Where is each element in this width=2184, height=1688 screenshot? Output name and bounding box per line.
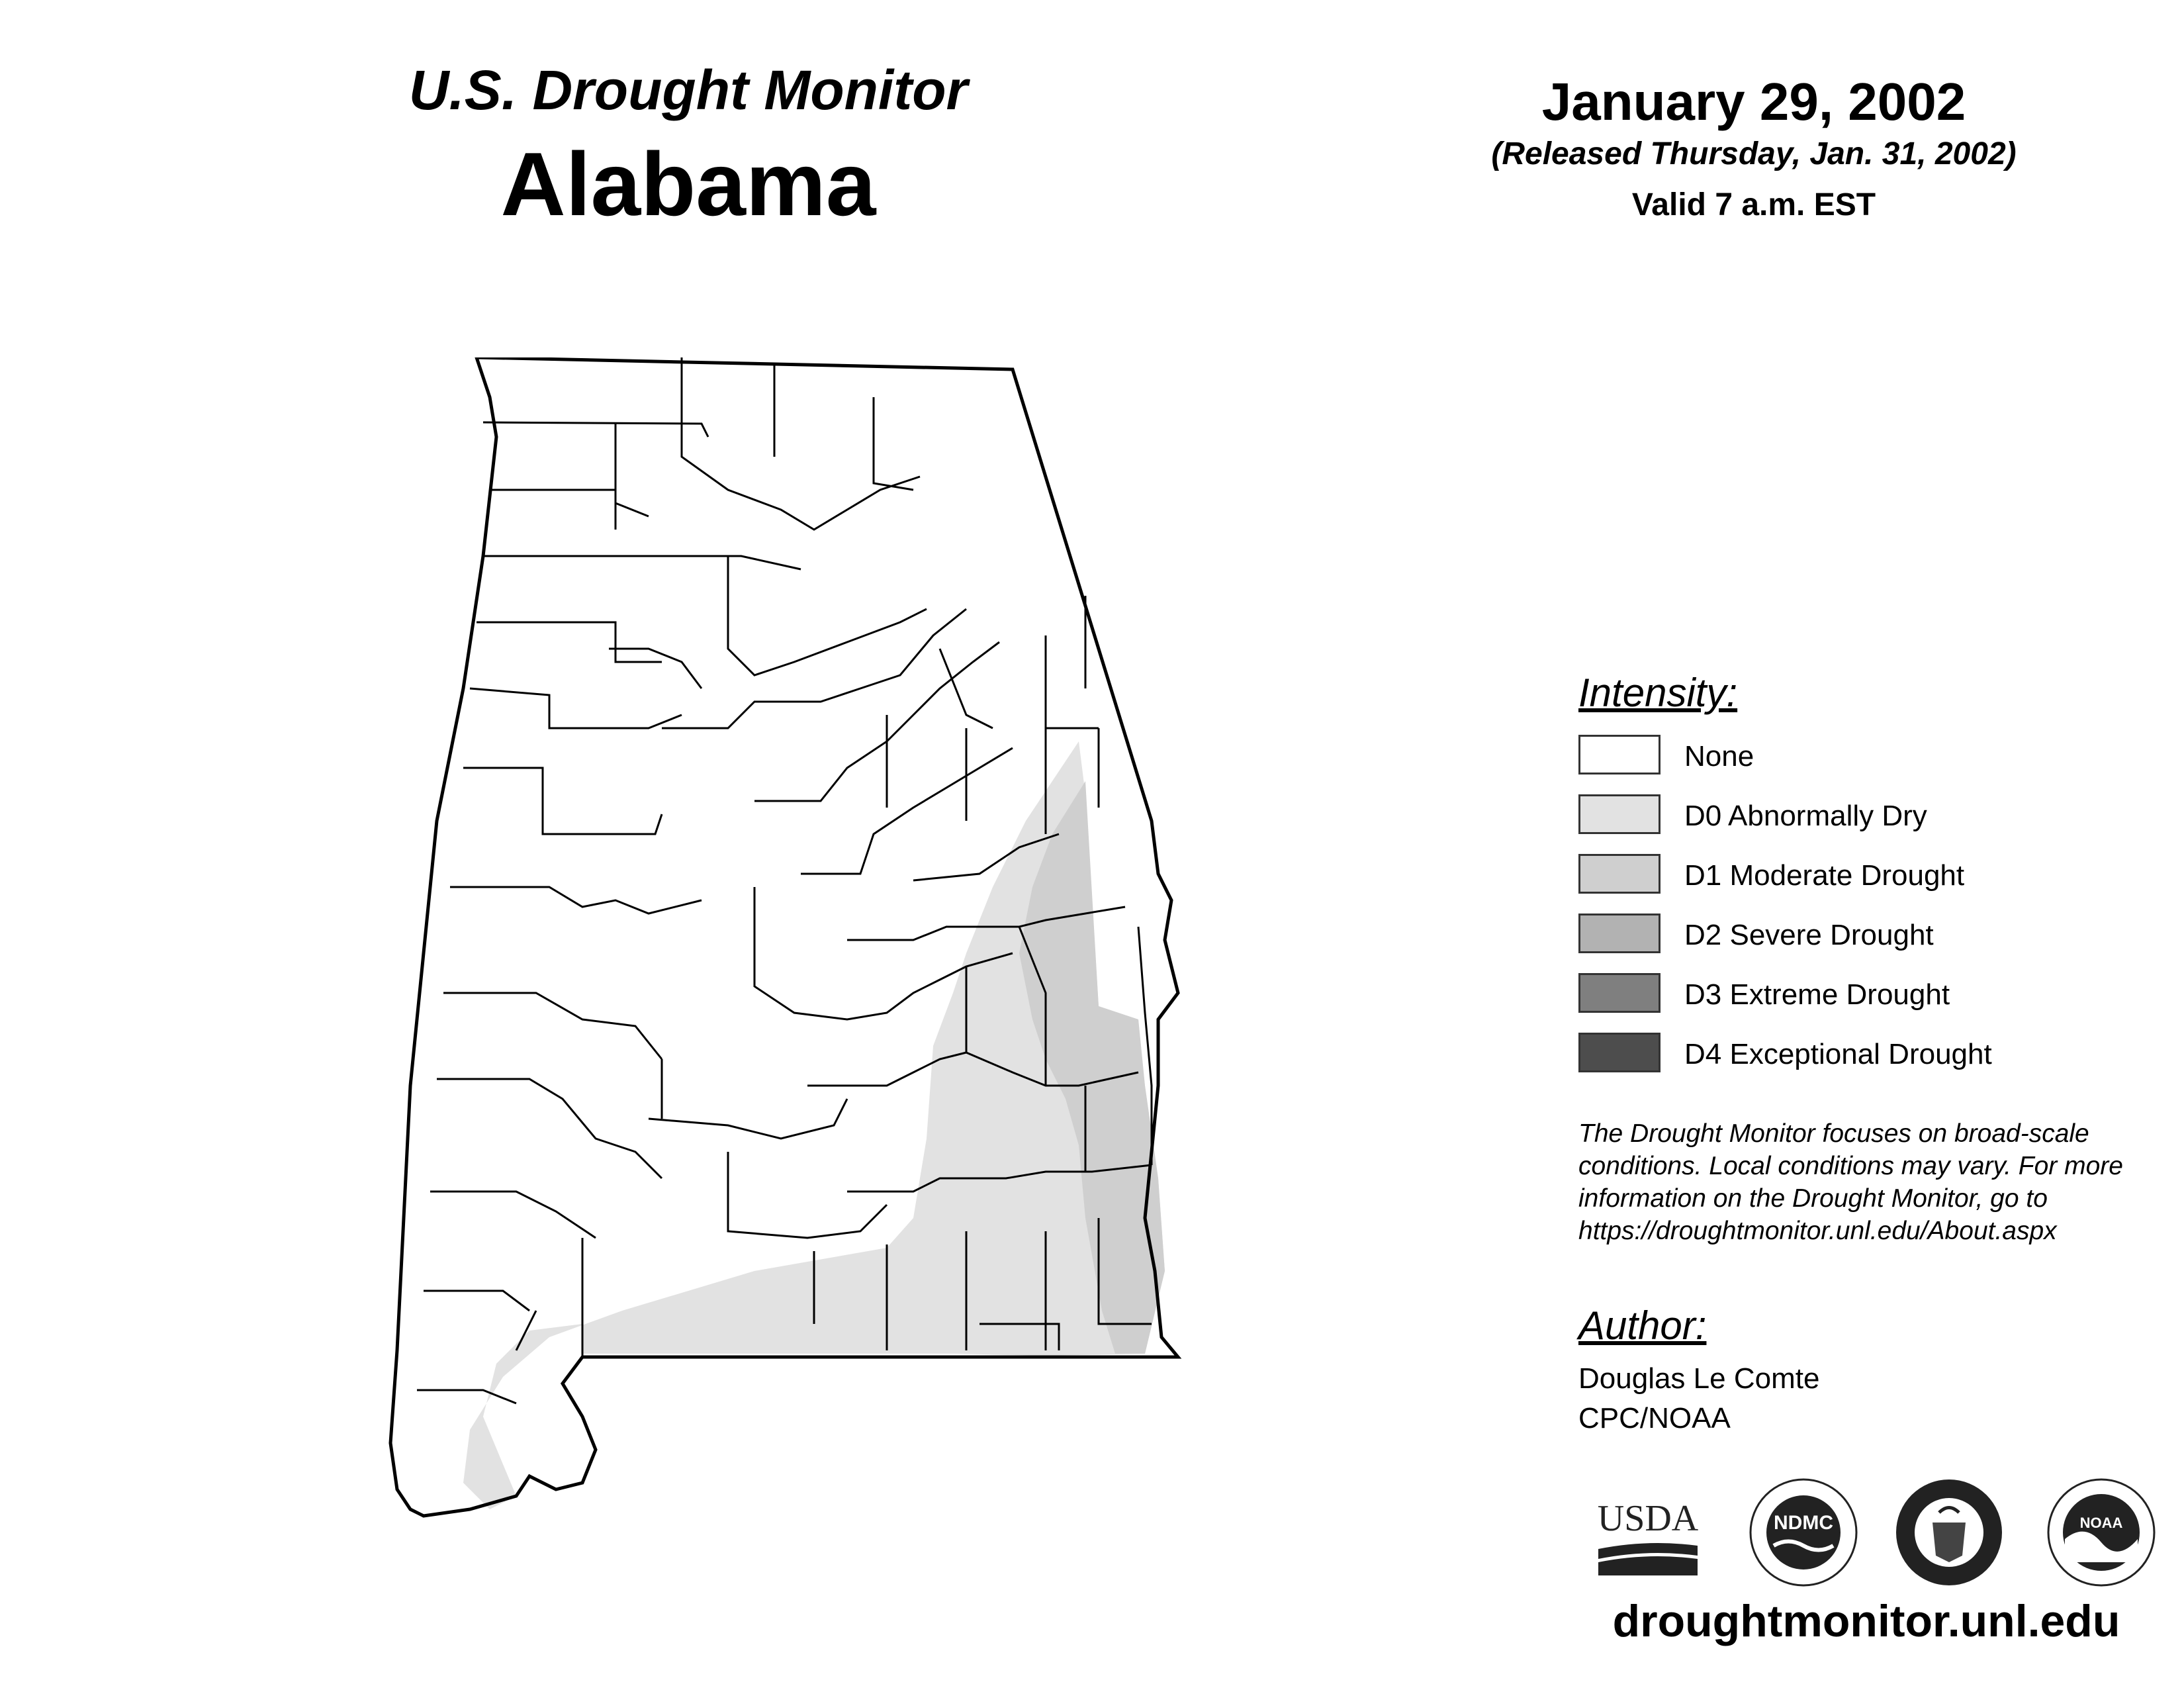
legend-label: D3 Extreme Drought <box>1684 978 1950 1011</box>
author-name: Douglas Le Comte <box>1578 1362 1820 1395</box>
alabama-drought-map <box>384 357 1191 1602</box>
noaa-logo <box>2045 1476 2158 1589</box>
disclaimer-note: The Drought Monitor focuses on broad-scale conditions. Local conditions may vary. For more information on the Drought Monitor, go to https://droughtmonitor.unl.edu/About.aspx <box>1578 1119 2123 1245</box>
legend-label: D1 Moderate Drought <box>1684 859 1965 892</box>
usda-logo <box>1592 1476 1704 1589</box>
commerce-seal-icon <box>1893 1476 2005 1589</box>
map-title: U.S. Drought Monitor <box>408 59 968 121</box>
ndmc-logo-text: NDMC <box>1774 1512 1833 1534</box>
state-title: Alabama <box>500 134 876 234</box>
usda-logo-text: USDA <box>1597 1498 1699 1539</box>
legend-swatch <box>1578 1033 1661 1072</box>
legend-label: D0 Abnormally Dry <box>1684 800 1927 832</box>
legend-label: D2 Severe Drought <box>1684 919 1934 951</box>
legend-swatch <box>1578 794 1661 834</box>
legend-swatch <box>1578 973 1661 1013</box>
ndmc-logo <box>1747 1476 1860 1589</box>
legend-title: Intensity: <box>1578 671 1738 715</box>
author-org: CPC/NOAA <box>1578 1402 1731 1434</box>
legend-swatch <box>1578 854 1661 894</box>
legend-swatch <box>1578 914 1661 953</box>
noaa-logo-text: NOAA <box>2079 1515 2123 1531</box>
valid-time: Valid 7 a.m. EST <box>1631 187 1876 222</box>
legend-swatch <box>1578 735 1661 774</box>
website-link[interactable]: droughtmonitor.unl.edu <box>1612 1596 2120 1646</box>
author-heading: Author: <box>1578 1303 1707 1348</box>
legend-label: None <box>1684 740 1754 773</box>
map-date: January 29, 2002 <box>1541 72 1966 131</box>
release-date: (Released Thursday, Jan. 31, 2002) <box>1491 136 2017 171</box>
legend-label: D4 Exceptional Drought <box>1684 1038 1992 1070</box>
